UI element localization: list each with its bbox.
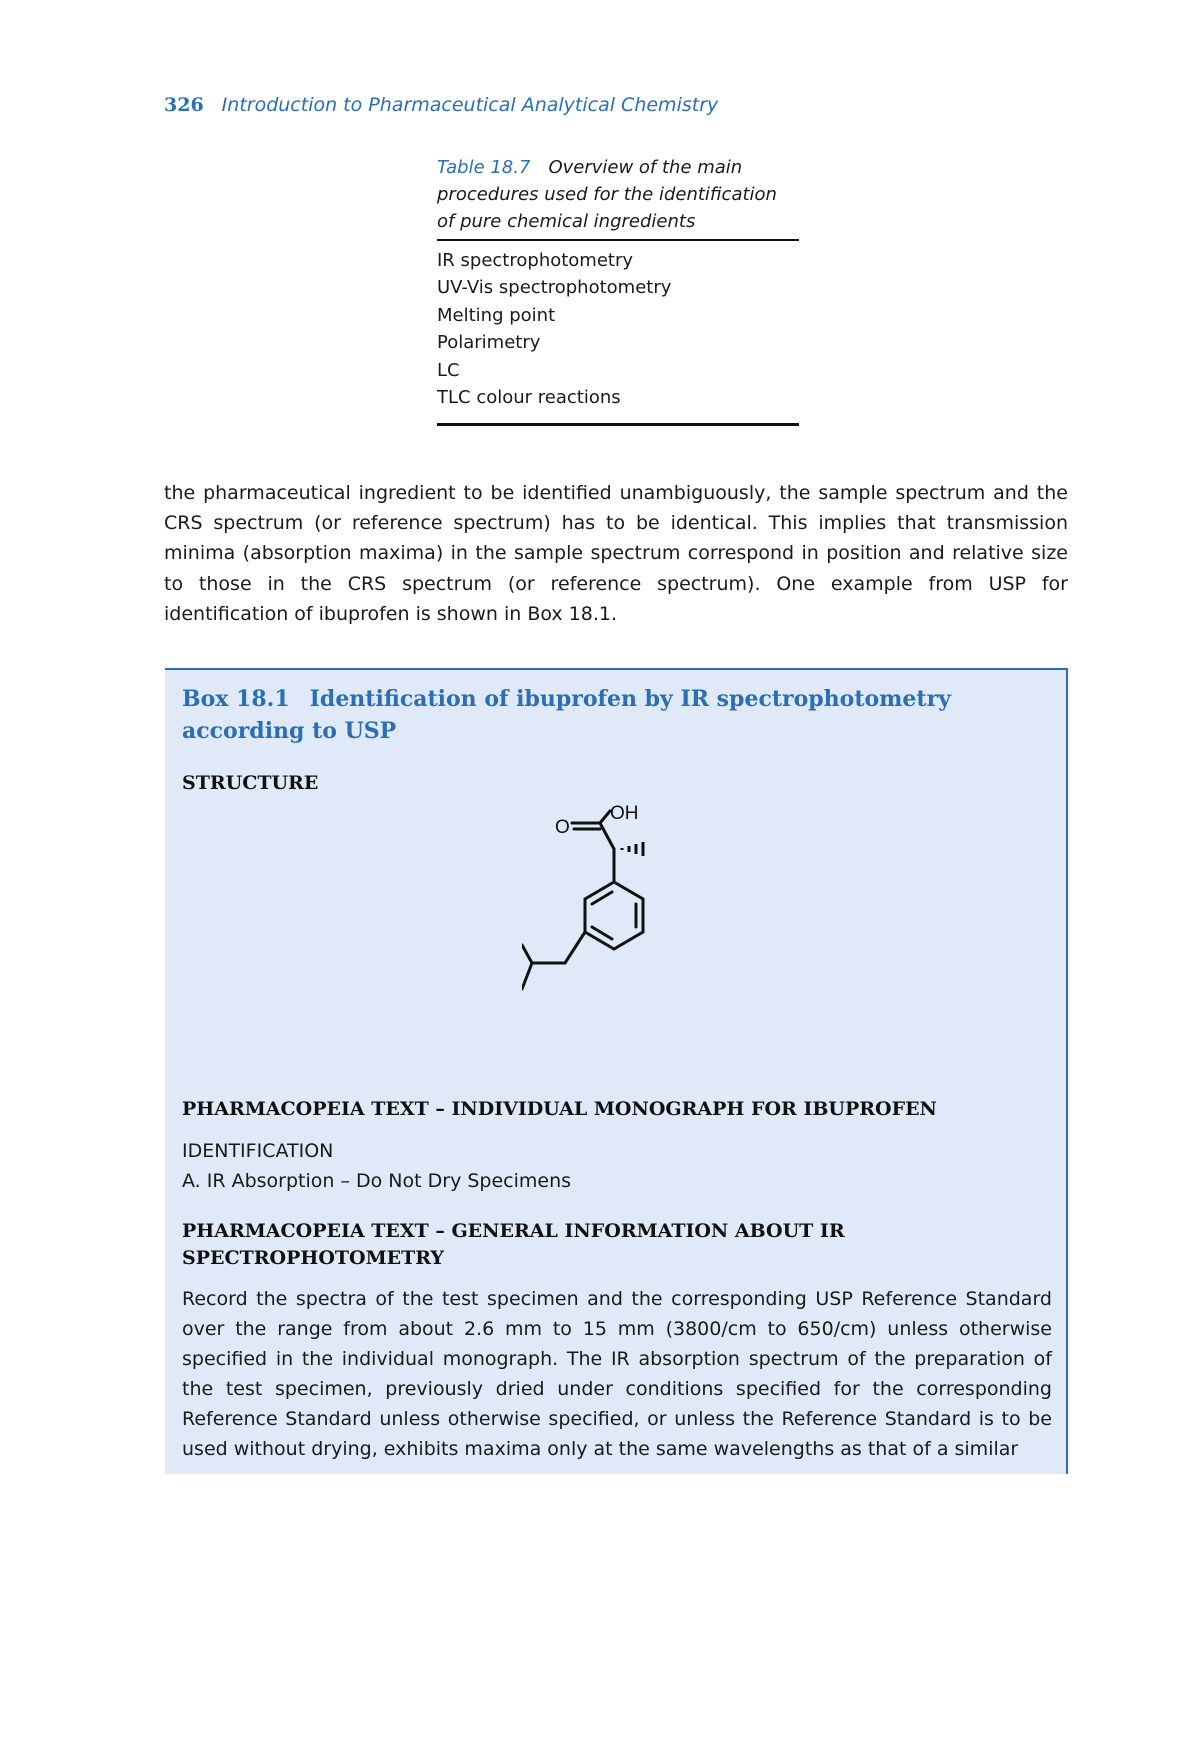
isobutyl-bond — [522, 963, 532, 989]
general-info-paragraph: Record the spectra of the test specimen and the corresponding USP Reference Standard over the range from about 2.6 mm to 15 mm (3800/cm to 650/cm) unless otherwise specified in the individual monograph. The IR absorption spectrum of the preparation of the test specimen, previously dried under conditions specified for the corresponding Reference Standard unless otherwise specified, or unless the Reference Standard is to be used without drying, exhibits maxima only at the same wavelengths as that of a similar — [182, 1288, 1052, 1460]
box-title-text: Identification of ibuprofen by IR spectrophotometry according to USP — [182, 686, 951, 744]
table-label: Table 18.7 — [437, 157, 531, 178]
table-item: TLC colour reactions — [437, 387, 621, 409]
identification-label: IDENTIFICATION — [182, 1140, 334, 1162]
carbonyl-oxygen-label: O — [555, 817, 570, 838]
identification-item: A. IR Absorption – Do Not Dry Specimens — [182, 1170, 572, 1192]
book-title: Introduction to Pharmaceutical Analytical Chemistry — [221, 94, 719, 116]
hashed-wedge-methyl — [622, 842, 643, 856]
box-18-1 — [165, 668, 1068, 1474]
page-number: 326 — [164, 94, 204, 116]
table-item-list — [437, 247, 799, 423]
structure-heading: STRUCTURE — [182, 772, 319, 794]
ibuprofen-structure — [522, 805, 682, 1005]
general-info-heading: PHARMACOPEIA TEXT – GENERAL INFORMATION ABOUT IR SPECTROPHOTOMETRY — [182, 1220, 845, 1269]
hydroxyl-bond — [600, 811, 610, 823]
table-item: Melting point — [437, 304, 556, 326]
table-bottom-rule — [437, 423, 799, 426]
table-18-7 — [437, 154, 799, 426]
table-caption — [437, 154, 799, 235]
table-item: Polarimetry — [437, 332, 541, 354]
benzene-ring — [585, 882, 643, 949]
table-top-rule — [437, 239, 799, 241]
running-head — [164, 94, 718, 116]
body-paragraph: the pharmaceutical ingredient to be identified unambiguously, the sample spectrum and the CRS spectrum (or reference spectrum) has to be identical. This implies that transmission minima (absorption maxima) in the sample spectrum correspond in position and relative size to those in the CRS spectrum (or reference spectrum). One example from USP for identification of ibuprofen is shown in Box 18.1. — [164, 482, 1068, 625]
carboxyl-bond — [600, 823, 614, 849]
table-item: IR spectrophotometry — [437, 250, 634, 271]
isobutyl-bond — [522, 945, 532, 963]
table-caption-text: Overview of the main procedures used for the identification of pure chemical ingredients — [437, 157, 777, 232]
box-title — [182, 683, 1052, 747]
table-item: LC — [437, 359, 460, 381]
hydroxyl-label: OH — [610, 805, 639, 824]
monograph-heading: PHARMACOPEIA TEXT – INDIVIDUAL MONOGRAPH FOR IBUPROFEN — [182, 1098, 937, 1120]
isobutyl-bond — [565, 932, 585, 963]
table-item: UV-Vis spectrophotometry — [437, 277, 672, 299]
box-label: Box 18.1 — [182, 686, 290, 712]
